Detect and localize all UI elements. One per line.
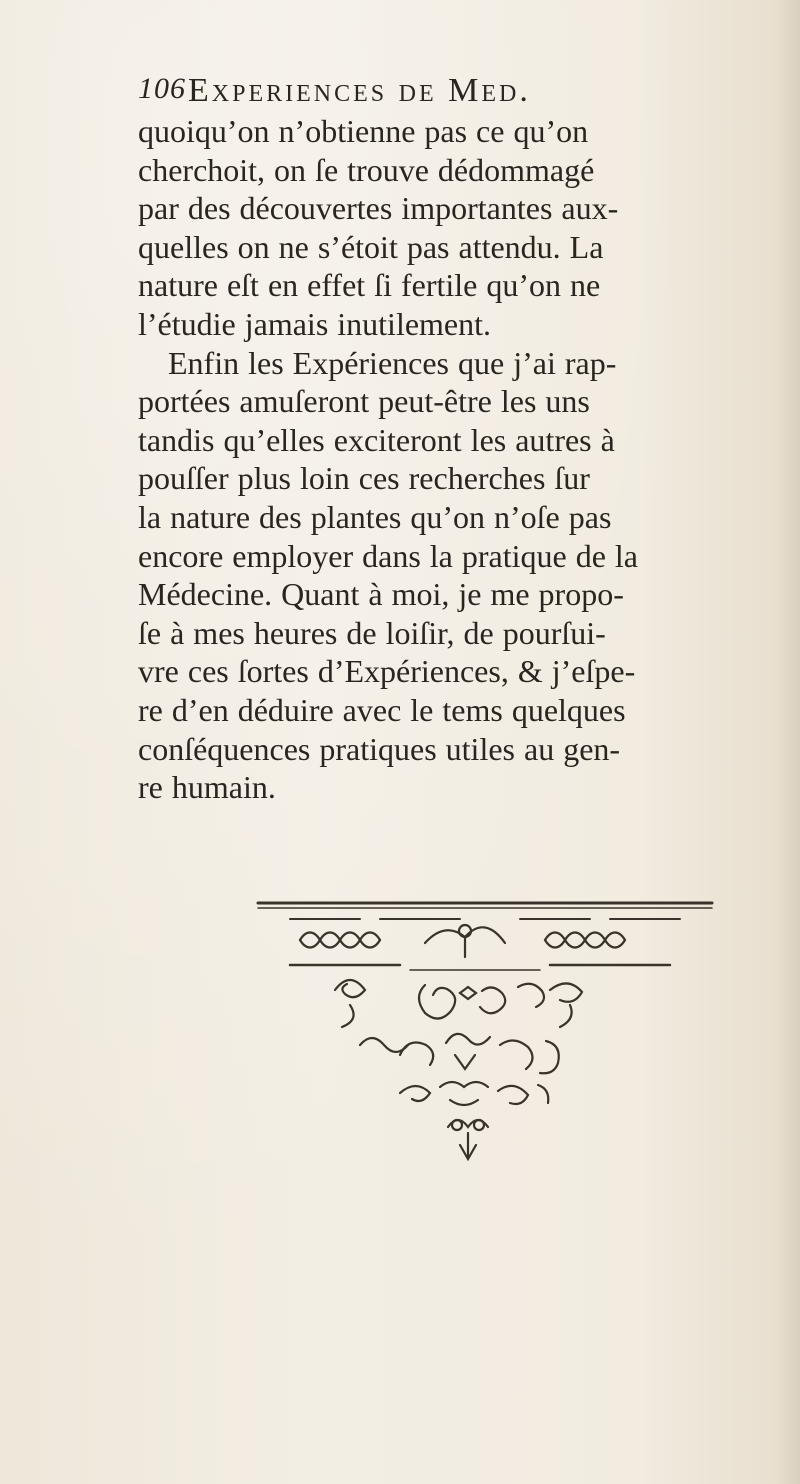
paragraph-start-line: Enfin les Expériences que j’ai rap- [168, 344, 617, 381]
text-line: cherchoit, on ſe trouve dédommagé [138, 151, 595, 188]
text-line: quoiqu’on n’obtienne pas ce qu’on [138, 113, 589, 149]
text-line: portées amuſeront peut-être les uns [138, 383, 590, 420]
body-text [138, 112, 788, 807]
text-line: re d’en déduire avec le tems quelques [138, 691, 626, 728]
text-line: quelles on ne s’étoit pas attendu. La [138, 228, 604, 265]
page-number: 106 [138, 72, 186, 105]
page-header [138, 72, 658, 116]
text-line: nature eſt en effet ſi fertile qu’on ne [138, 267, 601, 304]
text-line: tandis qu’elles exciteront les autres à [138, 421, 615, 458]
text-line: encore employer dans la pratique de la [138, 537, 638, 574]
text-line: l’étudie jamais inutilement. [138, 305, 492, 342]
running-head: Experiences de Med. [188, 72, 531, 109]
text-line: la nature des plantes qu’on n’oſe pas [138, 498, 612, 535]
text-line: pouſſer plus loin ces recherches ſur [138, 460, 590, 497]
text-line: re humain. [138, 769, 276, 806]
tailpiece-ornament-icon [250, 895, 720, 1165]
text-line: Médecine. Quant à moi, je me propo- [138, 576, 624, 613]
text-line: par des découvertes importantes aux- [138, 190, 619, 227]
text-line: conſéquences pratiques utiles au gen- [138, 730, 621, 767]
text-line: vre ces ſortes d’Expériences, & j’eſpe- [138, 653, 636, 690]
text-line: ſe à mes heures de loiſir, de pourſui- [138, 614, 606, 651]
